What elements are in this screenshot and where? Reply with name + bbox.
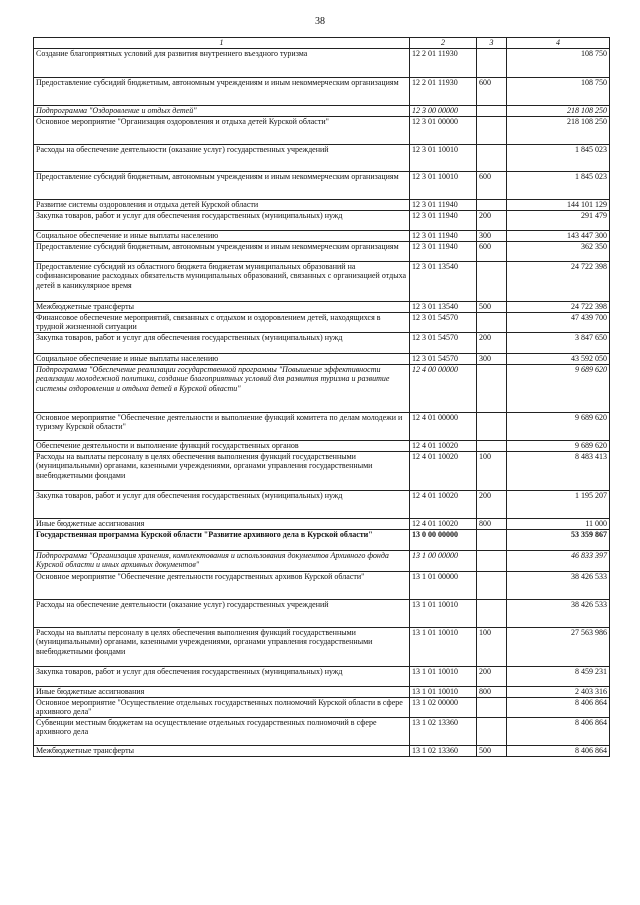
row-name-cell: Закупка товаров, работ и услуг для обеспечения государственных (муниципальных) нужд [34,490,410,518]
row-code-cell: 12 3 01 11940 [410,241,477,261]
table-row [34,599,610,627]
row-amount-cell: 24 722 398 [507,261,610,301]
row-code-cell: 12 2 01 11930 [410,48,477,77]
row-amount-cell: 9 689 620 [507,364,610,412]
header-col-expense-type: 3 [477,38,507,49]
row-amount-cell: 27 563 986 [507,627,610,666]
table-row [34,550,610,571]
row-code-cell: 12 3 01 13540 [410,261,477,301]
row-code-cell: 12 4 01 10020 [410,490,477,518]
row-name-cell: Основное мероприятие "Организация оздоровления и отдыха детей Курской области" [34,116,410,144]
table-row [34,199,610,210]
table-row [34,312,610,332]
budget-table [33,37,610,757]
table-row [34,210,610,230]
row-expense-type-cell [477,116,507,144]
row-amount-cell: 46 833 397 [507,550,610,571]
row-code-cell: 12 3 01 54570 [410,332,477,353]
table-row [34,686,610,697]
table-row [34,518,610,529]
header-col-code: 2 [410,38,477,49]
row-name-cell: Финансовое обеспечение мероприятий, связанных с отдыхом и оздоровлением детей, находящихся в трудной жизненной ситуации [34,312,410,332]
table-row [34,364,610,412]
row-code-cell: 13 1 01 10010 [410,666,477,686]
table-row [34,627,610,666]
row-amount-cell: 144 101 129 [507,199,610,210]
row-amount-cell: 53 359 867 [507,529,610,550]
row-expense-type-cell: 300 [477,230,507,241]
row-expense-type-cell: 800 [477,686,507,697]
row-code-cell: 12 2 01 11930 [410,77,477,105]
row-expense-type-cell: 100 [477,451,507,490]
row-amount-cell: 47 439 700 [507,312,610,332]
row-name-cell: Подпрограмма "Организация хранения, комплектования и использования документов Архивного фонда Курской области и иных архивных документов" [34,550,410,571]
row-name-cell: Предоставление субсидий бюджетным, автономным учреждениям и иным некоммерческим организациям [34,241,410,261]
row-code-cell: 12 3 01 54570 [410,312,477,332]
row-code-cell: 12 4 01 10020 [410,451,477,490]
row-amount-cell: 1 195 207 [507,490,610,518]
row-code-cell: 12 3 01 00000 [410,116,477,144]
row-amount-cell: 8 483 413 [507,451,610,490]
row-expense-type-cell [477,571,507,599]
row-expense-type-cell [477,105,507,116]
row-name-cell: Подпрограмма "Оздоровление и отдых детей" [34,105,410,116]
row-name-cell: Развитие системы оздоровления и отдыха детей Курской области [34,199,410,210]
row-name-cell: Обеспечение деятельности и выполнение функций государственных органов [34,440,410,451]
row-amount-cell: 1 845 023 [507,144,610,171]
row-name-cell: Расходы на выплаты персоналу в целях обеспечения выполнения функций государственными (муниципальными) органами, казенными учреждениями, органами управления государственными внебюджетными фондами [34,627,410,666]
row-name-cell: Государственная программа Курской области "Развитие архивного дела в Курской области" [34,529,410,550]
row-name-cell: Предоставление субсидий бюджетным, автономным учреждениям и иным некоммерческим организациям [34,171,410,199]
row-code-cell: 13 1 02 00000 [410,697,477,717]
row-name-cell: Межбюджетные трансферты [34,745,410,756]
row-expense-type-cell: 500 [477,301,507,312]
row-expense-type-cell [477,697,507,717]
row-name-cell: Субвенции местным бюджетам на осуществление отдельных государственных полномочий в сфере архивного дела [34,717,410,745]
row-expense-type-cell: 300 [477,353,507,364]
row-expense-type-cell: 500 [477,745,507,756]
row-code-cell: 12 3 01 11940 [410,230,477,241]
row-expense-type-cell [477,199,507,210]
table-row [34,171,610,199]
row-name-cell: Расходы на обеспечение деятельности (оказание услуг) государственных учреждений [34,599,410,627]
page-number: 38 [315,16,325,27]
row-expense-type-cell: 200 [477,490,507,518]
row-code-cell: 13 1 00 00000 [410,550,477,571]
row-name-cell: Расходы на выплаты персоналу в целях обеспечения выполнения функций государственными (муниципальными) органами, казенными учреждениями, органами управления государственными внебюджетными фондами [34,451,410,490]
row-code-cell: 12 3 01 10010 [410,171,477,199]
row-code-cell: 13 1 01 10010 [410,599,477,627]
row-expense-type-cell: 200 [477,666,507,686]
table-row [34,261,610,301]
table-row [34,697,610,717]
table-row [34,77,610,105]
row-code-cell: 12 4 01 00000 [410,412,477,440]
row-name-cell: Закупка товаров, работ и услуг для обеспечения государственных (муниципальных) нужд [34,666,410,686]
row-expense-type-cell: 600 [477,77,507,105]
table-row [34,666,610,686]
row-name-cell: Основное мероприятие "Обеспечение деятельности государственных архивов Курской области" [34,571,410,599]
row-name-cell: Закупка товаров, работ и услуг для обеспечения государственных (муниципальных) нужд [34,210,410,230]
row-code-cell: 12 3 00 00000 [410,105,477,116]
table-row [34,451,610,490]
table-row [34,490,610,518]
row-amount-cell: 8 406 864 [507,697,610,717]
row-amount-cell: 1 845 023 [507,171,610,199]
table-row [34,332,610,353]
table-row [34,353,610,364]
row-code-cell: 12 3 01 54570 [410,353,477,364]
header-col-name: 1 [34,38,410,49]
table-row [34,745,610,756]
table-row [34,116,610,144]
row-expense-type-cell: 800 [477,518,507,529]
row-name-cell: Основное мероприятие "Осуществление отдельных государственных полномочий Курской области в сфере архивного дела" [34,697,410,717]
row-amount-cell: 8 406 864 [507,745,610,756]
row-expense-type-cell [477,529,507,550]
row-code-cell: 13 1 01 10010 [410,627,477,666]
row-amount-cell: 218 108 250 [507,105,610,116]
row-name-cell: Иные бюджетные ассигнования [34,686,410,697]
table-row [34,440,610,451]
row-amount-cell: 43 592 050 [507,353,610,364]
row-amount-cell: 218 108 250 [507,116,610,144]
table-row [34,230,610,241]
row-amount-cell: 9 689 620 [507,440,610,451]
row-amount-cell: 38 426 533 [507,599,610,627]
header-col-amount: 4 [507,38,610,49]
table-row [34,144,610,171]
row-expense-type-cell [477,144,507,171]
row-amount-cell: 8 459 231 [507,666,610,686]
table-row [34,48,610,77]
table-row [34,241,610,261]
row-amount-cell: 108 750 [507,77,610,105]
row-name-cell: Межбюджетные трансферты [34,301,410,312]
row-expense-type-cell [477,364,507,412]
row-name-cell: Предоставление субсидий из областного бюджета бюджетам муниципальных образований на софинансирование расходных обязательств муниципальных образований, связанных с организацией отдыха детей в каникулярное время [34,261,410,301]
row-expense-type-cell [477,48,507,77]
row-expense-type-cell: 600 [477,171,507,199]
table-row [34,529,610,550]
row-name-cell: Закупка товаров, работ и услуг для обеспечения государственных (муниципальных) нужд [34,332,410,353]
row-code-cell: 13 0 00 00000 [410,529,477,550]
row-code-cell: 13 1 01 00000 [410,571,477,599]
row-expense-type-cell [477,412,507,440]
row-code-cell: 12 3 01 13540 [410,301,477,312]
row-expense-type-cell [477,440,507,451]
row-name-cell: Социальное обеспечение и иные выплаты населению [34,230,410,241]
row-expense-type-cell [477,717,507,745]
row-code-cell: 12 4 01 10020 [410,440,477,451]
row-amount-cell: 108 750 [507,48,610,77]
row-expense-type-cell: 200 [477,332,507,353]
row-name-cell: Социальное обеспечение и иные выплаты населению [34,353,410,364]
row-amount-cell: 24 722 398 [507,301,610,312]
row-expense-type-cell [477,261,507,301]
row-name-cell: Расходы на обеспечение деятельности (оказание услуг) государственных учреждений [34,144,410,171]
row-name-cell: Предоставление субсидий бюджетным, автономным учреждениям и иным некоммерческим организациям [34,77,410,105]
row-name-cell: Подпрограмма "Обеспечение реализации государственной программы "Повышение эффективности реализации молодежной политики, создание благоприятных условий для развития туризма и развитие системы оздоровления и отдыха детей в Курской области" [34,364,410,412]
row-code-cell: 12 3 01 10010 [410,144,477,171]
row-expense-type-cell [477,550,507,571]
row-code-cell: 12 4 01 10020 [410,518,477,529]
row-amount-cell: 9 689 620 [507,412,610,440]
row-amount-cell: 362 350 [507,241,610,261]
table-header-row [34,38,610,49]
row-name-cell: Основное мероприятие "Обеспечение деятельности и выполнение функций комитета по делам молодежи и туризму Курской области" [34,412,410,440]
row-code-cell: 12 3 01 11940 [410,199,477,210]
row-code-cell: 13 1 02 13360 [410,717,477,745]
table-row [34,571,610,599]
table-row [34,412,610,440]
row-name-cell: Создание благоприятных условий для развития внутреннего въездного туризма [34,48,410,77]
row-expense-type-cell: 600 [477,241,507,261]
row-amount-cell: 3 847 650 [507,332,610,353]
row-amount-cell: 8 406 864 [507,717,610,745]
row-expense-type-cell [477,312,507,332]
row-amount-cell: 143 447 300 [507,230,610,241]
table-body [34,48,610,756]
row-code-cell: 12 3 01 11940 [410,210,477,230]
table-row [34,717,610,745]
row-name-cell: Иные бюджетные ассигнования [34,518,410,529]
row-code-cell: 13 1 01 10010 [410,686,477,697]
row-expense-type-cell: 200 [477,210,507,230]
row-amount-cell: 11 000 [507,518,610,529]
row-expense-type-cell [477,599,507,627]
row-code-cell: 13 1 02 13360 [410,745,477,756]
row-amount-cell: 38 426 533 [507,571,610,599]
row-amount-cell: 2 403 316 [507,686,610,697]
row-amount-cell: 291 479 [507,210,610,230]
row-code-cell: 12 4 00 00000 [410,364,477,412]
row-expense-type-cell: 100 [477,627,507,666]
table-row [34,301,610,312]
table-row [34,105,610,116]
